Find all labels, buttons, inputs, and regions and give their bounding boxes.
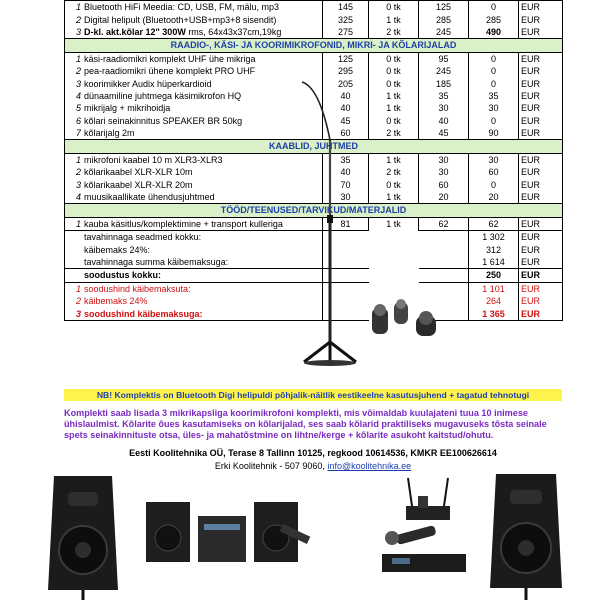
item-qty: 1 tk <box>369 102 419 114</box>
item-name: kõlarikaabel XLR-XLR 10m <box>84 167 193 178</box>
item-sum: 285 <box>469 13 519 25</box>
spacer <box>419 243 469 255</box>
total-index: 1 <box>75 283 81 294</box>
total-label: soodushind käibemaksuta: <box>84 283 191 294</box>
item-index: 2 <box>75 14 81 25</box>
item-sum: 490 <box>469 26 519 39</box>
item-name-cell <box>65 65 323 77</box>
item-name: mikrijalg + mikrihoidja <box>84 103 171 114</box>
item-name: muusikaallikate ühendusjuhtmed <box>84 192 215 203</box>
item-index: 1 <box>75 218 81 229</box>
item-name-cell <box>65 102 323 114</box>
item-name-cell <box>65 178 323 190</box>
total-label: tavahinnaga seadmed kokku: <box>84 232 202 243</box>
total-label: käibemaks 24%: <box>84 244 151 255</box>
total-label-cell <box>65 295 323 307</box>
total-value: 1 614 <box>469 256 519 269</box>
item-sum: 0 <box>469 65 519 77</box>
total-index: 3 <box>75 308 81 319</box>
spacer <box>369 231 419 244</box>
table-row <box>65 1 563 14</box>
item-unit-price: 95 <box>419 52 469 65</box>
item-currency: EUR <box>519 65 563 77</box>
item-index: 3 <box>75 179 81 190</box>
item-price: 70 <box>323 178 369 190</box>
item-unit-price: 45 <box>419 127 469 140</box>
item-name-cell <box>65 1 323 14</box>
table-row <box>65 52 563 65</box>
total-value: 1 302 <box>469 231 519 244</box>
item-unit-price: 62 <box>419 217 469 230</box>
section-title: KAABLID, JUHTMED <box>65 140 563 153</box>
item-unit-price: 30 <box>419 102 469 114</box>
item-qty: 0 tk <box>369 1 419 14</box>
total-value: 312 <box>469 243 519 255</box>
item-name: kõlari seinakinnitus SPEAKER BR 50kg <box>84 115 243 126</box>
item-qty: 2 tk <box>369 127 419 140</box>
item-price: 60 <box>323 127 369 140</box>
table-row <box>65 26 563 39</box>
total-value: 250 <box>469 269 519 282</box>
item-currency: EUR <box>519 191 563 204</box>
item-price: 205 <box>323 77 369 89</box>
item-sum: 0 <box>469 77 519 89</box>
item-index: 1 <box>75 53 81 64</box>
total-value: 264 <box>469 295 519 307</box>
item-sum: 30 <box>469 153 519 166</box>
item-unit-price: 245 <box>419 65 469 77</box>
item-currency: EUR <box>519 52 563 65</box>
item-sum: 30 <box>469 102 519 114</box>
item-index: 3 <box>75 26 81 37</box>
total-currency: EUR <box>519 269 563 282</box>
item-index: 4 <box>75 90 81 101</box>
item-unit-price: 125 <box>419 1 469 14</box>
spacer <box>419 231 469 244</box>
item-name: käsi-raadiomikri komplekt UHF ühe mikriga <box>84 53 256 64</box>
item-name-cell <box>65 127 323 140</box>
item-sum: 0 <box>469 1 519 14</box>
item-index: 7 <box>75 128 81 139</box>
table-row <box>65 13 563 25</box>
item-unit-price: 35 <box>419 90 469 102</box>
item-name-cell <box>65 77 323 89</box>
item-sum: 60 <box>469 166 519 178</box>
total-label-cell <box>65 243 323 255</box>
hifi-media-system-image <box>140 490 320 568</box>
item-price: 145 <box>323 1 369 14</box>
item-unit-price: 30 <box>419 153 469 166</box>
item-currency: EUR <box>519 1 563 14</box>
email-link[interactable]: info@koolitehnika.ee <box>327 461 412 471</box>
item-qty: 0 tk <box>369 77 419 89</box>
item-qty: 1 tk <box>369 13 419 25</box>
spacer <box>369 243 419 255</box>
section-title: TÖÖD/TEENUSED/TARVIKUD/MATERJALID <box>65 204 563 217</box>
spacer <box>419 269 469 282</box>
item-sum: 35 <box>469 90 519 102</box>
item-unit-price: 185 <box>419 77 469 89</box>
item-price: 30 <box>323 191 369 204</box>
item-index: 3 <box>75 78 81 89</box>
item-name: mikrofoni kaabel 10 m XLR3-XLR3 <box>84 154 223 165</box>
item-name: pea-raadiomikri ühene komplekt PRO UHF <box>84 66 256 77</box>
item-price: 295 <box>323 65 369 77</box>
total-label-cell <box>65 269 323 282</box>
total-label-cell <box>65 256 323 269</box>
item-currency: EUR <box>519 77 563 89</box>
microphone-stand-image <box>300 80 360 370</box>
item-name-cell <box>65 217 323 230</box>
item-qty: 1 tk <box>369 191 419 204</box>
item-qty: 1 tk <box>369 153 419 166</box>
item-name-cell <box>65 90 323 102</box>
item-name: koorimikker Audix hüperkardioid <box>84 78 212 89</box>
item-name-cell <box>65 52 323 65</box>
item-index: 4 <box>75 192 81 203</box>
item-index: 1 <box>75 2 81 13</box>
item-price: 325 <box>323 13 369 25</box>
company-info: Eesti Koolitehnika OÜ, Terase 8 Tallinn 10125, regkood 10614536, KMKR EE100626614 <box>129 448 497 458</box>
contact-name-phone: Erki Koolitehnik - 507 9060, <box>214 461 328 471</box>
spacer <box>369 256 419 269</box>
item-index: 1 <box>75 154 81 165</box>
item-price: 45 <box>323 115 369 127</box>
item-price: 275 <box>323 26 369 39</box>
right-speaker-image <box>488 468 564 600</box>
item-qty: 0 tk <box>369 52 419 65</box>
total-currency: EUR <box>519 307 563 320</box>
wireless-mic-set-image <box>378 470 470 588</box>
item-unit-price: 245 <box>419 26 469 39</box>
total-label: tavahinnaga summa käibemaksuga: <box>84 257 229 267</box>
section-header <box>65 39 563 52</box>
left-speaker-image <box>46 470 120 600</box>
item-name-extra: rms, 64x43x37cm,19kg <box>185 26 282 37</box>
item-name: kauba käsitlus/komplektimine + transport kulleriga <box>84 218 283 229</box>
item-name: kõlarikaabel XLR-XLR 20m <box>84 179 193 190</box>
item-currency: EUR <box>519 90 563 102</box>
item-unit-price: 30 <box>419 166 469 178</box>
total-currency: EUR <box>519 282 563 295</box>
item-currency: EUR <box>519 166 563 178</box>
item-unit-price: 40 <box>419 115 469 127</box>
item-unit-price: 285 <box>419 13 469 25</box>
item-sum: 0 <box>469 52 519 65</box>
item-qty: 1 tk <box>369 90 419 102</box>
item-sum: 62 <box>469 217 519 230</box>
item-qty: 0 tk <box>369 115 419 127</box>
item-price: 40 <box>323 166 369 178</box>
spacer <box>369 269 419 282</box>
item-name-cell <box>65 166 323 178</box>
total-currency: EUR <box>519 256 563 269</box>
notice-bar: NB! Komplektis on Bluetooth Digi helipuldi põhjalik-näitlik eestikeelne kasutusjuhend + tagatud tehnotugi <box>64 389 562 401</box>
total-label-cell <box>65 282 323 295</box>
item-qty: 2 tk <box>369 166 419 178</box>
total-label: soodustus kokku: <box>84 270 162 281</box>
item-index: 2 <box>75 66 81 77</box>
item-unit-price: 60 <box>419 178 469 190</box>
total-index: 2 <box>75 296 81 307</box>
item-name-cell <box>65 191 323 204</box>
total-value: 1 365 <box>469 307 519 320</box>
total-label-cell <box>65 307 323 320</box>
item-name: kõlarijalg 2m <box>84 128 135 139</box>
item-price: 81 <box>323 217 369 230</box>
item-price: 40 <box>323 102 369 114</box>
item-currency: EUR <box>519 178 563 190</box>
total-currency: EUR <box>519 243 563 255</box>
spacer <box>419 282 469 295</box>
item-name: D-kl. akt.kõlar 12" 300W <box>84 26 186 37</box>
section-title: RAADIO-, KÄSI- JA KOORIMIKROFONID, MIKRI- JA KÕLARIJALAD <box>65 39 563 52</box>
item-currency: EUR <box>519 217 563 230</box>
item-sum: 90 <box>469 127 519 140</box>
item-price: 40 <box>323 90 369 102</box>
item-currency: EUR <box>519 26 563 39</box>
item-currency: EUR <box>519 153 563 166</box>
item-index: 6 <box>75 115 81 126</box>
total-label: käibemaks 24% <box>84 296 148 307</box>
total-label-cell <box>65 231 323 244</box>
item-currency: EUR <box>519 115 563 127</box>
item-index: 2 <box>75 167 81 178</box>
item-name-cell <box>65 26 323 39</box>
item-unit-price: 20 <box>419 191 469 204</box>
item-name: Bluetooth HiFi Meedia: CD, USB, FM, mälu, mp3 <box>84 2 280 13</box>
item-qty: 0 tk <box>369 178 419 190</box>
item-name-cell <box>65 153 323 166</box>
item-qty: 1 tk <box>369 217 419 230</box>
item-price: 125 <box>323 52 369 65</box>
item-name: Digital helipult (Bluetooth+USB+mp3+8 sisendit) <box>84 14 277 25</box>
item-qty: 0 tk <box>369 65 419 77</box>
item-name-cell <box>65 13 323 25</box>
item-name-cell <box>65 115 323 127</box>
item-sum: 20 <box>469 191 519 204</box>
total-currency: EUR <box>519 231 563 244</box>
choir-microphones-image <box>368 298 446 338</box>
item-sum: 0 <box>469 178 519 190</box>
spacer <box>419 256 469 269</box>
item-name: dünaamiline juhtmega käsimikrofon HQ <box>84 90 242 101</box>
table-row <box>65 65 563 77</box>
item-currency: EUR <box>519 13 563 25</box>
total-value: 1 101 <box>469 282 519 295</box>
item-qty: 2 tk <box>369 26 419 39</box>
spacer <box>369 282 419 295</box>
total-label: soodushind käibemaksuga: <box>84 308 203 319</box>
total-currency: EUR <box>519 295 563 307</box>
item-sum: 0 <box>469 115 519 127</box>
item-price: 35 <box>323 153 369 166</box>
item-currency: EUR <box>519 102 563 114</box>
item-currency: EUR <box>519 127 563 140</box>
item-index: 5 <box>75 103 81 114</box>
description-text: Komplekti saab lisada 3 mikrikapsliga koorimikrofoni komplekti, mis võimaldab kuulajateni tuua 10 inimese ühislaulmist. Kõlarite õues kasutamiseks on kõlarijalad, ses saab kõlarid praktiliseks mugavuseks tõsta seinale spets seinakinnituste otsa, üles- ja mahatõstmine on lihtne/kerge + kõlarite asukoht kaitstud/ohutu. <box>64 408 547 441</box>
